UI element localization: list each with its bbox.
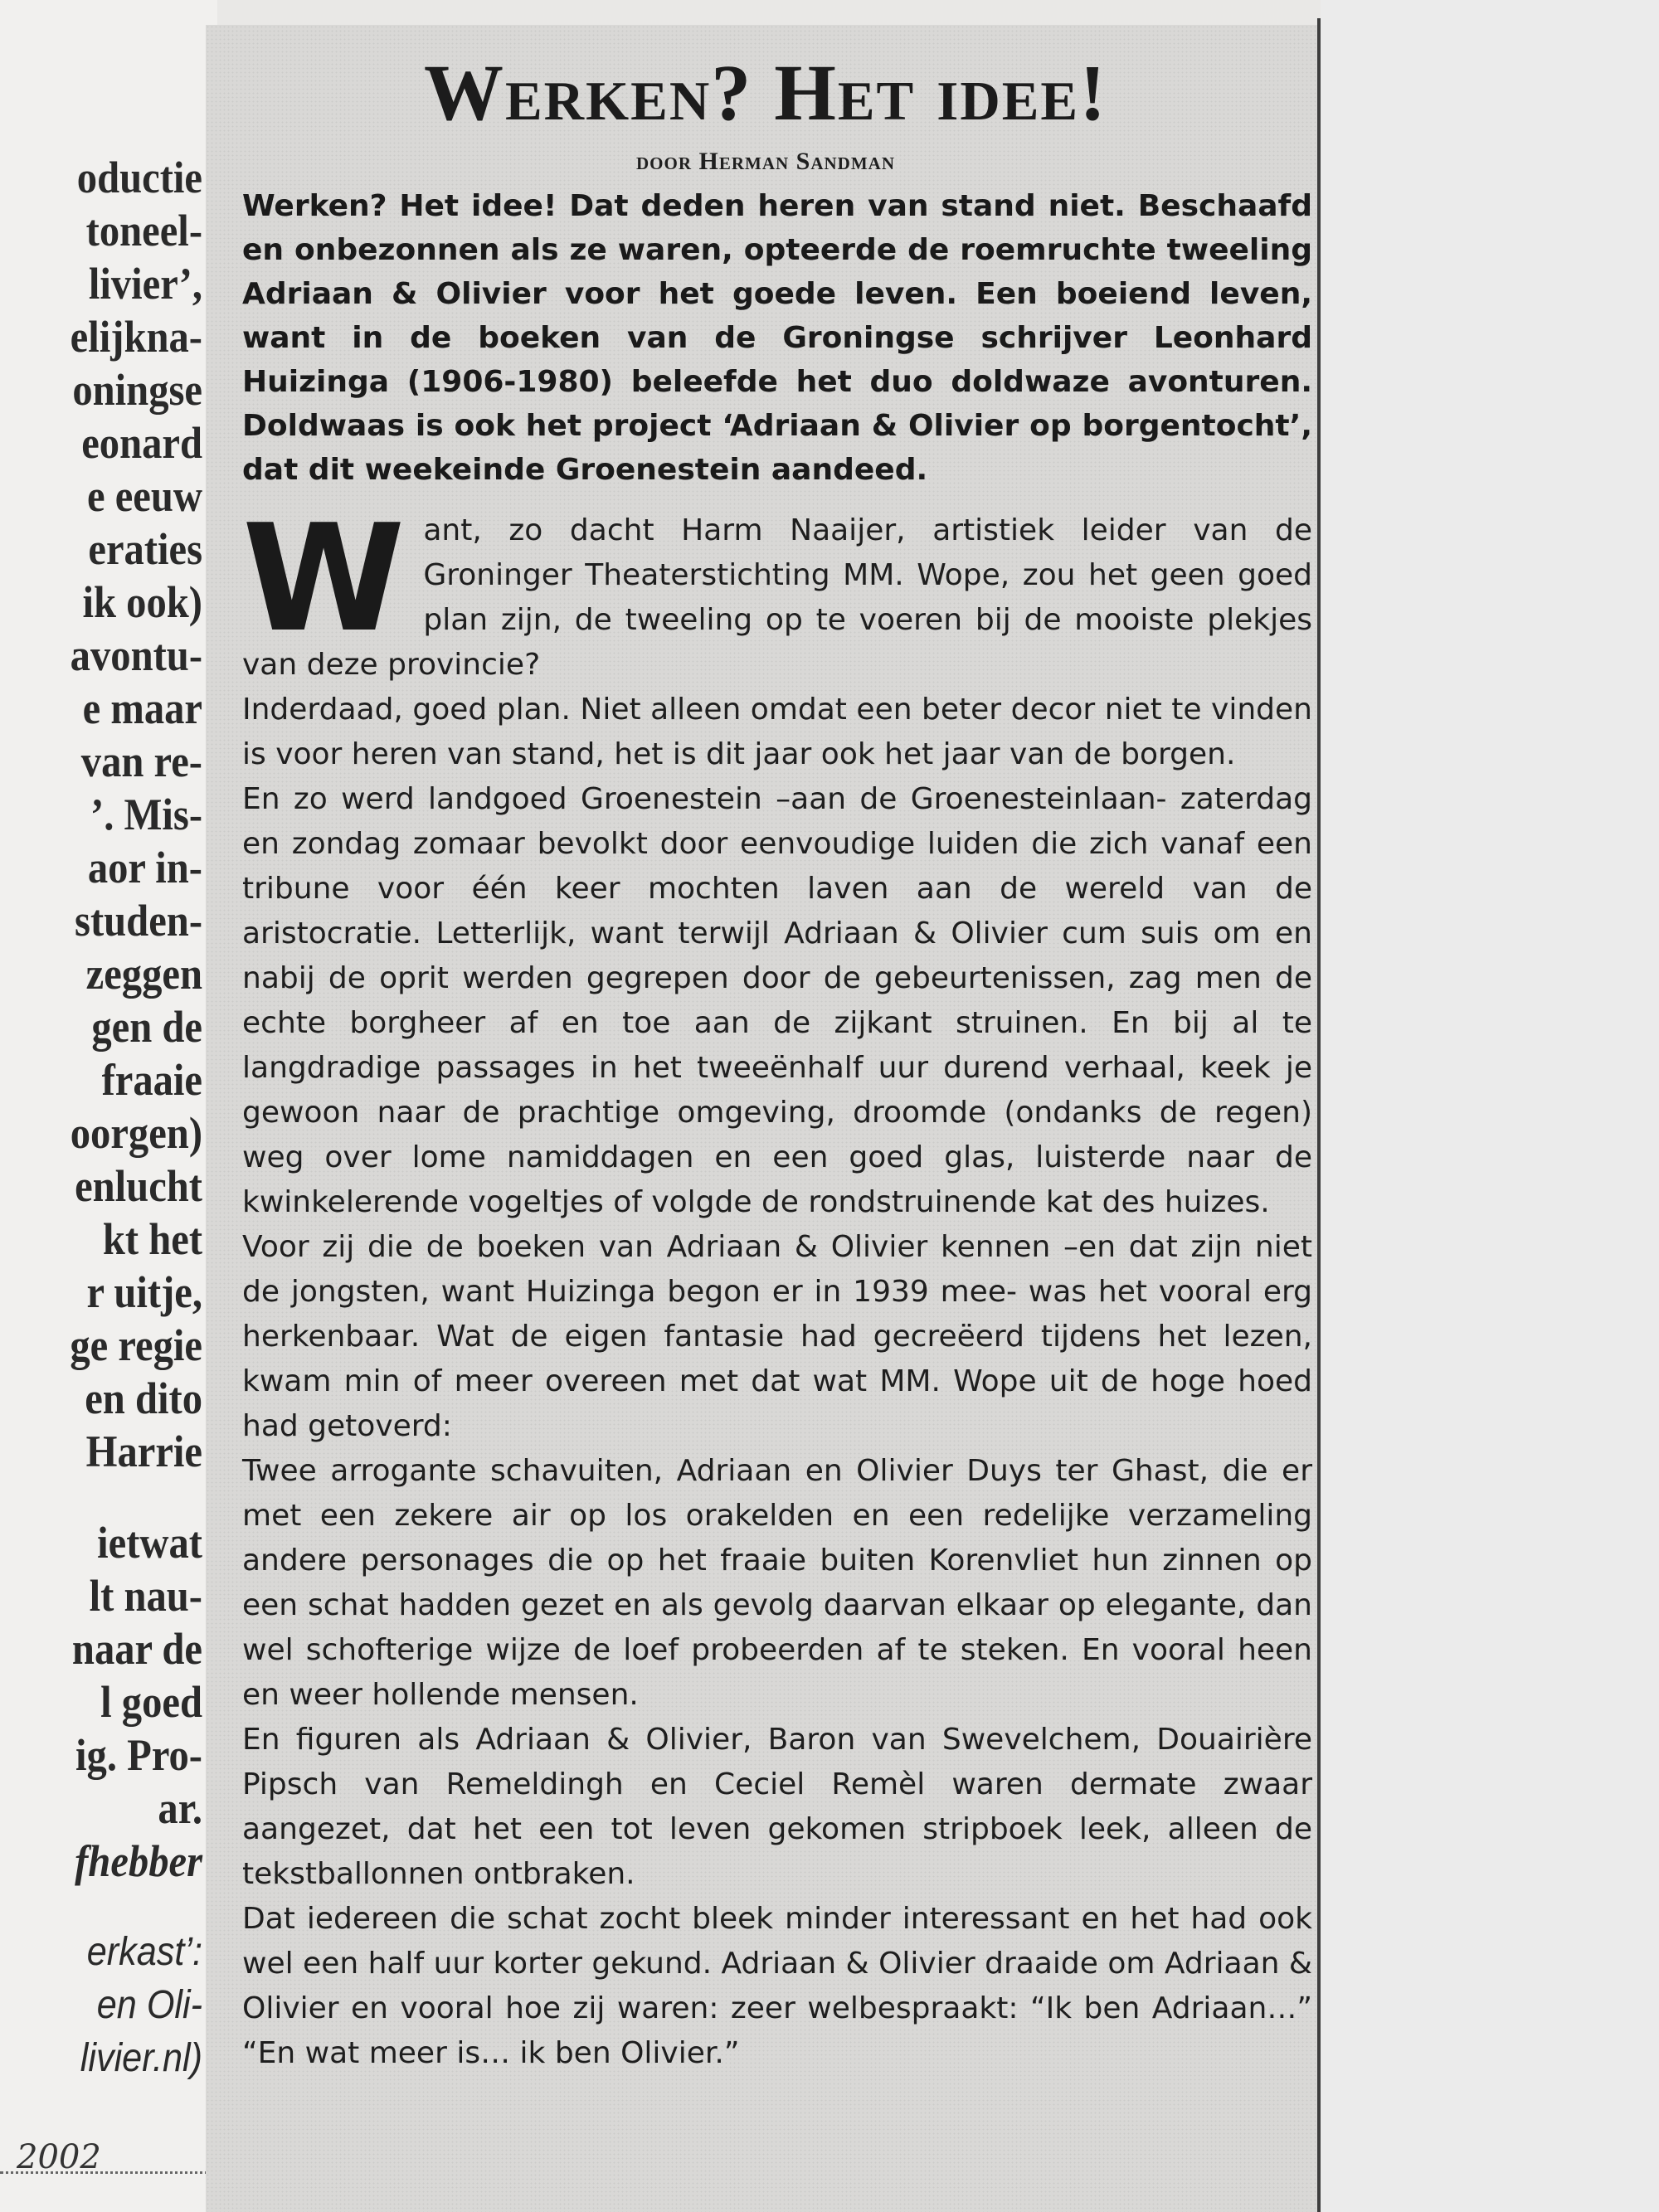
previous-column-line: gen de [91,1002,203,1052]
article-intro: Werken? Het idee! Dat deden heren van stand niet. Beschaafd en onbezonnen als ze waren, opteerde de roemruchte tweeling Adriaan & Olivier voor het goede leven. Een boeiend leven, want in de boeken van de Groningse schrijver Leonhard Huizinga (1906-1980) beleefde het duo doldwaze avonturen. Doldwaas is ook het project ‘Adriaan & Olivier op borgentocht’, dat dit weekeinde Groenestein aandeed. [242,189,1312,487]
handwritten-year: 2002 [17,2138,101,2176]
previous-column-line: livier.nl) [80,2036,203,2080]
divider [0,2171,217,2174]
paragraph: En zo werd landgoed Groenestein –aan de Groenesteinlaan- zaterdag en zondag zomaar bevolkt door eenvoudige luiden die zich vanaf een tribune voor één keer mochten laven aan de wereld van de aristocratie. Letterlijk, want terwijl Adriaan & Olivier cum suis om en nabij de oprit werden gegrepen door de gebeurtenissen, zag men de echte borgheer af en toe aan de zijkant struinen. En bij al te langdradige passages in het tweeënhalf uur durend verhaal, keek je gewoon naar de prachtige omgeving, droomde (ondanks de regen) weg over lome namiddagen en een goed glas, luisterde naar de kwinkelerende vogeltjes of volgde de rondstruinende kat des huizes. [242,782,1312,1219]
previous-column-line: r uitje, [86,1267,202,1317]
paragraph: Voor zij die de boeken van Adriaan & Olivier kennen –en dat zijn niet de jongsten, want Huizinga begon er in 1939 mee- was het vooral erg herkenbaar. Wat de eigen fantasie had gecreëerd tijdens het lezen, kwam min of meer overeen met dat wat MM. Wope uit de hoge hoed had getoverd: [242,1230,1312,1443]
paragraph: ant, zo dacht Harm Naaijer, artistiek leider van de Groninger Theaterstichting MM. Wope, zou het geen goed plan zijn, de tweeling op te voeren bij de mooiste plekjes van deze provincie? [242,513,1312,682]
previous-column [0,0,217,2212]
previous-column-line: ik ook) [82,577,202,627]
paragraph: Twee arrogante schavuiten, Adriaan en Olivier Duys ter Ghast, die er met een zekere air op los orakelden en een redelijke verzameling andere personages die op het fraaie buiten Korenvliet hun zinnen op een schat hadden gezet en als gevolg daarvan elkaar op elegante, dan wel schofterige wijze de loef probeerden af te steken. En vooral heen en weer hollende mensen. [242,1454,1312,1712]
previous-column-text [0,151,217,2085]
previous-column-line: toneel- [85,206,203,255]
previous-column-line: eraties [88,524,202,574]
previous-column-line: fhebber [75,1836,202,1886]
previous-column-line: e eeuw [87,471,203,521]
previous-column-line: eonard [81,418,202,468]
headline: Werken? Het idee! [423,48,1108,137]
background-page [1321,0,1659,2212]
previous-column-line: naar de [71,1624,202,1674]
previous-column-line: ’. Mis- [90,790,202,839]
previous-column-line: oorgen) [70,1108,202,1158]
previous-column-line: ar. [158,1783,202,1833]
previous-column-line: aor in- [87,843,203,892]
previous-column-line: en dito [85,1373,202,1423]
previous-column-line: avontu- [70,630,202,680]
previous-column-line: oductie [76,153,202,202]
previous-column-line: fraaie [101,1055,202,1105]
article-body [242,184,1312,2076]
previous-column-line: livier’, [88,259,203,309]
previous-column-line: Harrie [85,1427,203,1476]
byline: door Herman Sandman [636,148,895,175]
previous-column-line [22,1478,217,1516]
previous-column-line: en Oli- [96,1983,202,2027]
previous-column-line: erkast’: [86,1930,202,1974]
previous-column-line [22,1888,217,1926]
previous-column-line: l goed [100,1677,202,1727]
previous-column-line: oningse [72,365,202,415]
previous-column-line: kt het [102,1214,202,1264]
newspaper-clipping [206,25,1326,2212]
previous-column-line: elijkna- [70,312,202,362]
paragraph: En figuren als Adriaan & Olivier, Baron van Swevelchem, Douairière Pipsch van Remeldingh en Ceciel Remèl waren dermate zwaar aangezet, dat het een tot leven gekomen stripboek leek, alleen de tekstballonnen ontbraken. [242,1723,1312,1891]
previous-column-line: ig. Pro- [75,1730,202,1780]
previous-column-line: zeggen [85,949,203,999]
paragraph: Dat iedereen die schat zocht bleek minder interessant en het had ook wel een half uur korter gekund. Adriaan & Olivier draaide om Adriaan & Olivier en vooral hoe zij waren: zeer welbespraakt: “Ik ben Adriaan…” “En wat meer is… ik ben Olivier.” [242,1902,1312,2070]
previous-column-line: e maar [82,683,202,733]
previous-column-line: van re- [80,737,203,786]
paragraph: Inderdaad, goed plan. Niet alleen omdat een beter decor niet te vinden is voor heren van stand, het is dit jaar ook het jaar van de borgen. [242,693,1312,771]
drop-cap: W [242,493,406,664]
previous-column-line: enlucht [75,1161,202,1211]
previous-column-line: ietwat [97,1518,202,1568]
previous-column-line: studen- [75,896,202,946]
previous-column-line: lt nau- [89,1571,203,1621]
previous-column-line: ge regie [70,1320,202,1370]
